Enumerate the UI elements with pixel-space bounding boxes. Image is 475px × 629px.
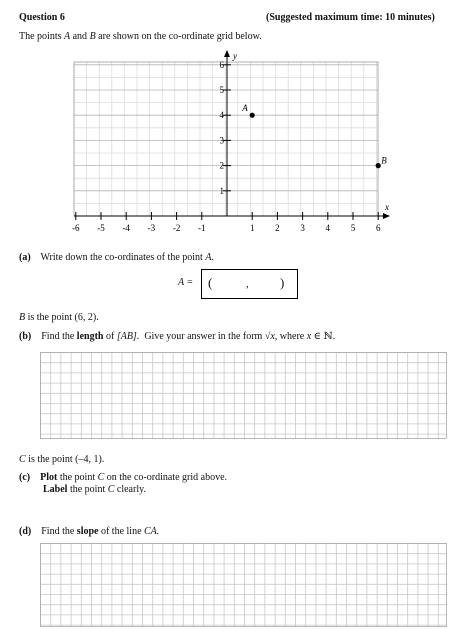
question-label: Question 6 xyxy=(19,12,65,23)
intro-point-a: A xyxy=(64,31,71,42)
x-tick-label: -3 xyxy=(147,223,156,233)
answer-grid-d[interactable] xyxy=(40,543,447,627)
y-axis-label: y xyxy=(233,51,237,61)
part-b-of: of xyxy=(105,331,115,342)
part-d-line: CA. xyxy=(144,526,160,537)
x-tick-label: 4 xyxy=(325,223,331,233)
grid-lines xyxy=(74,59,378,216)
part-b-x: x xyxy=(306,331,312,342)
part-d-question xyxy=(19,526,159,538)
x-tick-label: 1 xyxy=(249,223,255,233)
part-d-slope: slope xyxy=(76,526,99,537)
part-c-label: (c) xyxy=(19,472,31,483)
x-tick-label: -1 xyxy=(198,223,206,233)
comma: , xyxy=(246,278,249,290)
part-c-point1: C xyxy=(97,472,105,483)
intro-pre: The points xyxy=(19,31,62,42)
point-a-marker xyxy=(250,113,255,118)
b-def-text: is the point (6, 2). xyxy=(27,312,99,323)
x-tick-label: -2 xyxy=(172,223,181,233)
y-tick-label: 4 xyxy=(219,110,224,121)
part-c-line1 xyxy=(19,472,227,484)
close-paren: ) xyxy=(280,275,285,290)
c-definition xyxy=(19,454,104,466)
coordinate-grid[interactable] xyxy=(0,0,475,245)
y-tick-label: 5 xyxy=(219,85,224,95)
part-a-text: Write down the co-ordinates of the point xyxy=(40,252,203,263)
x-tick-label: 5 xyxy=(350,223,356,233)
part-b-segment: [AB]. xyxy=(116,331,140,342)
part-b-label: (b) xyxy=(19,331,32,342)
intro-point-b: B xyxy=(89,31,96,42)
x-axis-label: x xyxy=(385,202,389,212)
part-c-end2: clearly. xyxy=(116,484,146,495)
x-tick-label: 3 xyxy=(300,223,305,233)
y-tick-label: 6 xyxy=(219,59,224,70)
part-a-point: A xyxy=(205,252,212,263)
time-note: (Suggested maximum time: 10 minutes) xyxy=(266,12,435,23)
x-axis-arrow-icon xyxy=(383,213,390,219)
b-definition xyxy=(19,312,99,324)
x-tick-label: 6 xyxy=(375,223,381,233)
part-d-find: Find the xyxy=(41,526,75,537)
y-tick-label: 1 xyxy=(219,185,224,196)
grid-border xyxy=(74,59,378,216)
part-c-label-word: Label xyxy=(43,484,68,495)
point-b-marker xyxy=(376,163,381,168)
x-tick-label: -6 xyxy=(72,223,80,233)
open-paren: ( xyxy=(208,275,213,290)
part-c-end1: on the co-ordinate grid above. xyxy=(106,472,228,483)
part-d-label: (d) xyxy=(19,526,32,537)
x-tick-label: -4 xyxy=(122,223,130,233)
b-def-point: B xyxy=(19,312,26,323)
intro-and: and xyxy=(72,31,88,42)
y-tick-label: 2 xyxy=(219,160,224,171)
point-a-label: A xyxy=(242,103,248,114)
part-b-find: Find the xyxy=(41,331,75,342)
part-b-length: length xyxy=(76,331,104,342)
part-c-mid2: the point xyxy=(69,484,106,495)
part-d-of: of the line xyxy=(100,526,142,537)
part-c-mid1: the point xyxy=(59,472,96,483)
part-b-question xyxy=(19,331,335,343)
x-tick-label: -5 xyxy=(97,223,105,233)
y-axis-arrow-icon xyxy=(224,50,230,57)
part-c-line2 xyxy=(43,484,146,496)
point-b-label: B xyxy=(381,155,387,166)
c-def-point: C xyxy=(19,454,26,465)
part-b-form: √x, xyxy=(264,331,278,342)
c-def-text: is the point (–4, 1). xyxy=(28,454,105,465)
part-b-where: where xyxy=(279,331,305,342)
intro-post: are shown on the co-ordinate grid below. xyxy=(98,31,262,42)
part-c-point2: C xyxy=(107,484,115,495)
answer-prefix: A = xyxy=(178,277,194,288)
tick-labels xyxy=(72,51,389,233)
part-b-set: ∈ ℕ. xyxy=(313,331,336,342)
answer-grid-b[interactable] xyxy=(40,352,447,439)
part-c-plot: Plot xyxy=(40,472,58,483)
part-a-label: (a) xyxy=(19,252,31,263)
part-b-rest: Give your answer in the form xyxy=(144,331,263,342)
answer-a-box[interactable] xyxy=(201,269,298,299)
y-tick-label: 3 xyxy=(219,135,224,146)
axes xyxy=(74,50,390,219)
part-a-question: (a) Write down the co-ordinates of the point A. xyxy=(19,252,214,263)
x-tick-label: 2 xyxy=(275,223,280,233)
